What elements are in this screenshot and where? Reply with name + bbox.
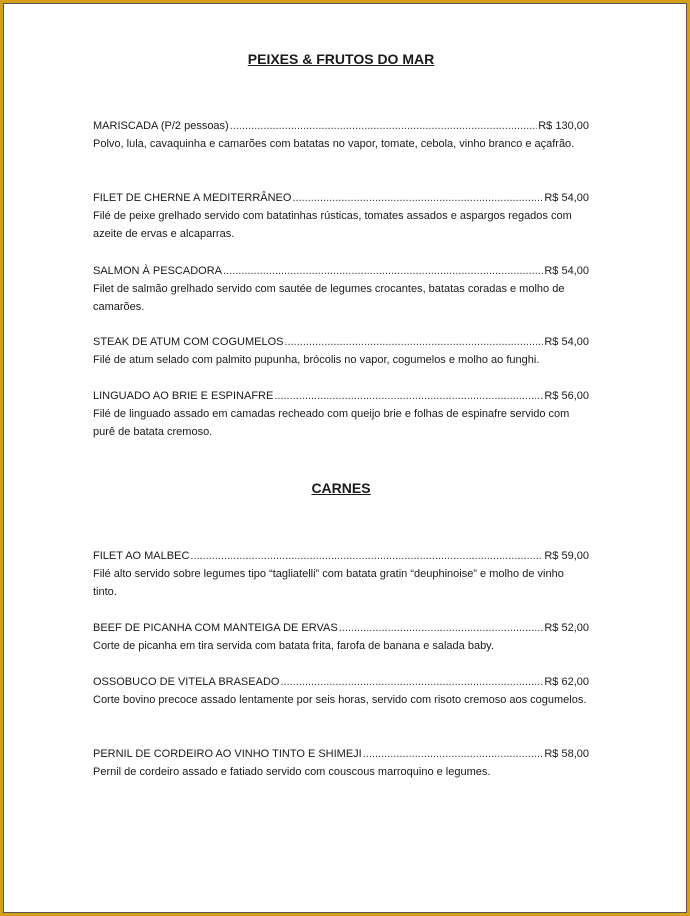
dot-leader [285, 333, 544, 351]
item-name: BEEF DE PICANHA COM MANTEIGA DE ERVAS [93, 622, 338, 634]
item-description: Filé de linguado assado em camadas recheado com queijo brie e folhas de espinafre servido com purê de batata cremoso. [93, 408, 570, 438]
item-name: MARISCADA (P/2 pessoas) [93, 120, 229, 132]
item-price: R$ 59,00 [544, 550, 589, 562]
item-description: Filet de salmão grelhado servido com sautée de legumes crocantes, batatas coradas e molho de camarões. [93, 283, 565, 313]
dot-leader [274, 387, 543, 405]
menu-item [93, 387, 589, 441]
item-description: Filé de peixe grelhado servido com batatinhas rústicas, tomates assados e aspargos regados com azeite de ervas e alcaparras. [93, 210, 572, 240]
item-description: Filé alto servido sobre legumes tipo “tagliatelli” com batata gratin “deuphinoise” e molho de vinho tinto. [93, 568, 564, 598]
item-price: R$ 52,00 [544, 622, 589, 634]
item-price: R$ 54,00 [544, 192, 589, 204]
menu-item [93, 333, 589, 369]
dot-leader [280, 673, 543, 691]
menu-item [93, 189, 589, 243]
dot-leader [223, 262, 543, 280]
menu-item [93, 619, 589, 655]
menu-item [93, 673, 589, 709]
menu-item [93, 745, 589, 781]
item-name: STEAK DE ATUM COM COGUMELOS [93, 336, 284, 348]
item-price: R$ 54,00 [544, 265, 589, 277]
dot-leader [190, 547, 543, 565]
item-price: R$ 56,00 [544, 390, 589, 402]
item-description: Pernil de cordeiro assado e fatiado servido com couscous marroquino e legumes. [93, 766, 491, 778]
item-name: LINGUADO AO BRIE E ESPINAFRE [93, 390, 274, 402]
item-name: OSSOBUCO DE VITELA BRASEADO [93, 676, 280, 688]
menu-item [93, 547, 589, 601]
section-title-peixes: PEIXES & FRUTOS DO MAR [247, 51, 435, 67]
dot-leader [363, 745, 544, 763]
item-name: FILET DE CHERNE A MEDITERRÂNEO [93, 192, 292, 204]
section-title-carnes: CARNES [311, 480, 371, 496]
item-name: PERNIL DE CORDEIRO AO VINHO TINTO E SHIMEJI [93, 748, 362, 760]
item-name: SALMON À PESCADORA [93, 265, 222, 277]
item-price: R$ 58,00 [544, 748, 589, 760]
dot-leader [339, 619, 544, 637]
dot-leader [292, 189, 543, 207]
item-price: R$ 130,00 [538, 120, 589, 132]
menu-item [93, 117, 589, 153]
item-description: Polvo, lula, cavaquinha e camarões com batatas no vapor, tomate, cebola, vinho branco e açafrão. [93, 138, 575, 150]
item-price: R$ 54,00 [544, 336, 589, 348]
item-price: R$ 62,00 [544, 676, 589, 688]
menu-item [93, 262, 589, 316]
item-description: Filé de atum selado com palmito pupunha, brócolis no vapor, cogumelos e molho ao funghi. [93, 354, 540, 366]
dot-leader [230, 117, 538, 135]
item-description: Corte de picanha em tira servida com batata frita, farofa de banana e salada baby. [93, 640, 494, 652]
item-description: Corte bovino precoce assado lentamente por seis horas, servido com risoto cremoso aos cogumelos. [93, 694, 587, 706]
item-name: FILET AO MALBEC [93, 550, 190, 562]
